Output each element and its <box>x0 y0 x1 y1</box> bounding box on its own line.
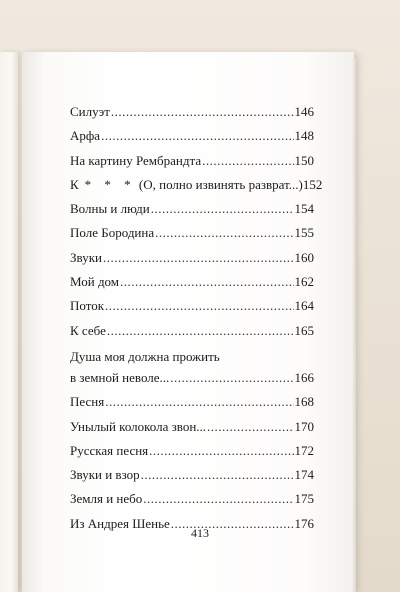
toc-leader-dots <box>120 270 293 294</box>
toc-entry-title <box>70 173 303 197</box>
toc-entry-multiline <box>70 347 314 390</box>
left-page-edge <box>0 52 18 592</box>
toc-entry-page: 165 <box>294 322 314 338</box>
toc-entry-page: 162 <box>294 274 314 290</box>
toc-entry-title: На картину Рембрандта <box>70 152 202 168</box>
toc-leader-dots <box>111 100 294 124</box>
toc-entry-line <box>70 366 314 390</box>
toc-entry <box>70 390 314 414</box>
toc-leader-dots <box>151 197 294 221</box>
toc-leader-dots <box>170 366 293 390</box>
toc-entry-title: Арфа <box>70 128 101 144</box>
toc-entry <box>70 100 314 124</box>
toc-entry-page: 170 <box>294 418 314 434</box>
toc-entry-title-stars: * * * <box>84 176 136 192</box>
toc-entry-title: Мой дом <box>70 274 120 290</box>
toc-entry-title: Силуэт <box>70 104 110 119</box>
toc-entry-page: 168 <box>294 394 314 410</box>
table-of-contents <box>70 100 323 536</box>
toc-entry-title: Волны и люди <box>70 201 150 217</box>
toc-entry-page: 174 <box>294 467 314 483</box>
toc-leader-dots <box>155 221 293 245</box>
toc-entry-title-rest: (О, полно извинять разврат...) <box>138 176 303 192</box>
toc-entry <box>70 415 314 439</box>
toc-entry-title-line1: Душа моя должна прожить <box>70 348 220 364</box>
toc-entry-title-prefix: К <box>70 176 79 192</box>
toc-leader-dots <box>105 390 293 414</box>
toc-entry <box>70 173 323 197</box>
toc-entry-title: Поле Бородина <box>70 225 155 241</box>
toc-leader-dots <box>141 463 294 487</box>
toc-entry-page: 160 <box>294 249 314 265</box>
page-stack-edge <box>352 58 356 592</box>
toc-entry-page: 150 <box>294 152 314 168</box>
toc-entry <box>70 246 314 270</box>
toc-entry <box>70 149 314 173</box>
toc-entry <box>70 439 314 463</box>
toc-entry-title: Унылый колокола звон... <box>70 418 207 434</box>
toc-entry-title: К себе <box>70 322 106 338</box>
toc-entry <box>70 319 314 343</box>
page-number: 413 <box>191 526 209 540</box>
toc-entry-title: Земля и небо <box>70 491 143 507</box>
toc-leader-dots <box>105 294 293 318</box>
toc-entry-page: 176 <box>294 515 314 531</box>
toc-leader-dots <box>149 439 293 463</box>
toc-entry-title: Русская песня <box>70 442 149 458</box>
toc-leader-dots <box>103 246 294 270</box>
toc-entry <box>70 124 314 148</box>
toc-leader-dots <box>101 124 293 148</box>
toc-entry <box>70 221 314 245</box>
toc-leader-dots <box>107 319 294 343</box>
toc-entry-page: 154 <box>294 201 314 217</box>
toc-entry-page: 172 <box>294 442 314 458</box>
toc-entry-page: 155 <box>294 225 314 241</box>
toc-entry-page: 146 <box>294 104 314 119</box>
toc-entry-line <box>70 347 314 366</box>
toc-entry-page: 166 <box>294 369 314 385</box>
toc-leader-dots <box>207 415 293 439</box>
toc-entry-title: Из Андрея Шенье <box>70 515 170 531</box>
toc-entry-page: 164 <box>294 298 314 314</box>
toc-entry-page: 148 <box>294 128 314 144</box>
toc-entry-title: Песня <box>70 394 105 410</box>
toc-entry-page: 175 <box>294 491 314 507</box>
toc-entry <box>70 294 314 318</box>
toc-entry <box>70 487 314 511</box>
toc-entry-title: Поток <box>70 298 105 314</box>
toc-entry <box>70 463 314 487</box>
toc-entry <box>70 197 314 221</box>
toc-leader-dots <box>143 487 293 511</box>
toc-entry-title: Звуки и взор <box>70 467 140 483</box>
toc-entry-title-line2: в земной неволе... <box>70 369 170 385</box>
toc-leader-dots <box>202 149 293 173</box>
toc-entry <box>70 270 314 294</box>
toc-entry-page: 152 <box>302 176 323 192</box>
toc-entry-title: Звуки <box>70 249 102 265</box>
